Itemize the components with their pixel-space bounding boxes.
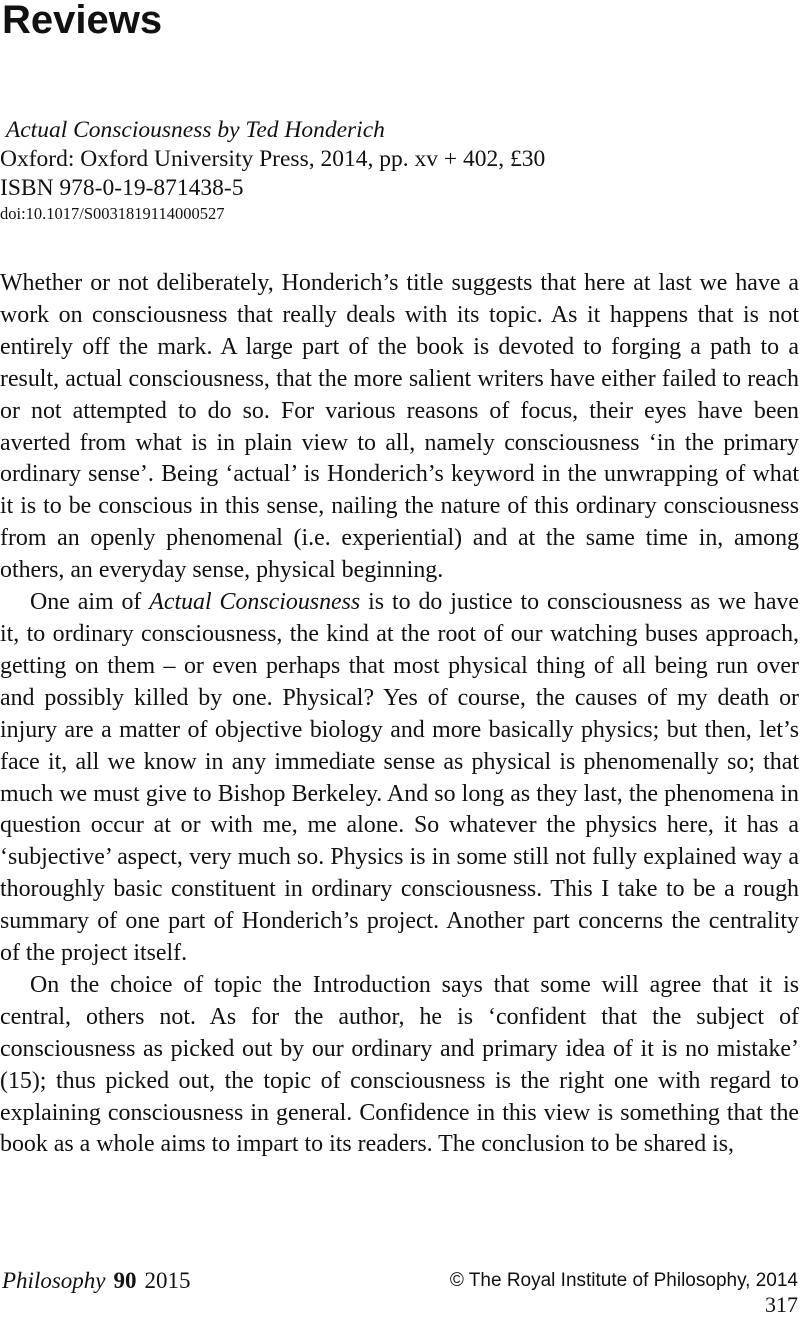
paragraph-2-lead: One aim of: [30, 589, 150, 616]
book-title-line: [0, 116, 545, 145]
paragraph-2-rest: is to do justice to consciousness as we have it, to ordinary consciousness, the kind at the root of our watching buses approach, getting on them – or even perhaps that most physical thing of all being run over and possibly killed by one. Physical? Yes of course, the causes of my death or injury are a matter of objective biology and more basically physics; but then, let’s face it, all we know in any immediate sense as physical is phenomenally so; that much we must give to Bishop Berkeley. And so long as they last, the phenomena in question occur at or with me, me alone. So whatever the physics here, it has a ‘subjective’ aspect, very much so. Physics is in some still not fully explained way a thoroughly basic constituent in ordinary consciousness. This I take to be a rough summary of one part of Honderich’s project. Another part concerns the centrality of the project itself.: [0, 589, 799, 967]
paragraph-2-book-title: Actual Consciousness: [149, 589, 361, 616]
doi-link[interactable]: doi:10.1017/S0031819114000527: [0, 204, 225, 223]
journal-name: Philosophy: [2, 1268, 106, 1293]
copyright-notice: © The Royal Institute of Philosophy, 2014: [449, 1270, 798, 1291]
book-title: Actual Consciousness by Ted Honderich: [5, 117, 385, 143]
isbn-line: ISBN 978-0-19-871438-5: [0, 175, 244, 201]
review-bibliographic-block: [0, 116, 545, 225]
paragraph-3: On the choice of topic the Introduction says that some will agree that it is central, others not. As for the author, he is ‘confident that the subject of consciousness as picked out by our ordinary and primary idea of it is no mistake’ (15); thus picked out, the topic of consciousness is the right one with regard to explaining consciousness in general. Confidence in this view is something that the book as a whole aims to impart to its readers. The conclusion to be shared is,: [0, 971, 799, 1158]
review-body: [0, 268, 799, 1161]
journal-volume: 90: [113, 1268, 137, 1293]
page-number: 317: [765, 1292, 798, 1317]
page-footer: [0, 1267, 800, 1295]
publisher-line: Oxford: Oxford University Press, 2014, pp. xv + 402, £30: [0, 146, 546, 172]
paragraph-1: Whether or not deliberately, Honderich’s title suggests that here at last we have a work on consciousness that really deals with its topic. As it happens that is not entirely off the mark. A large part of the book is devoted to forging a path to a result, actual consciousness, that the more salient writers have either failed to reach or not attempted to do so. For various reasons of focus, their eyes have been averted from what is in plain view to all, namely consciousness ‘in the primary ordinary sense’. Being ‘actual’ is Honderich’s keyword in the unwrapping of what it is to be conscious in this sense, nailing the nature of this ordinary consciousness from an openly phenomenal (i.e. experiential) and at the same time in, among others, an everyday sense, physical beginning.: [0, 270, 799, 584]
journal-citation: [2, 1267, 191, 1295]
paragraph-2: [0, 587, 799, 970]
section-title: Reviews: [2, 0, 163, 42]
journal-year: 2015: [144, 1268, 191, 1293]
